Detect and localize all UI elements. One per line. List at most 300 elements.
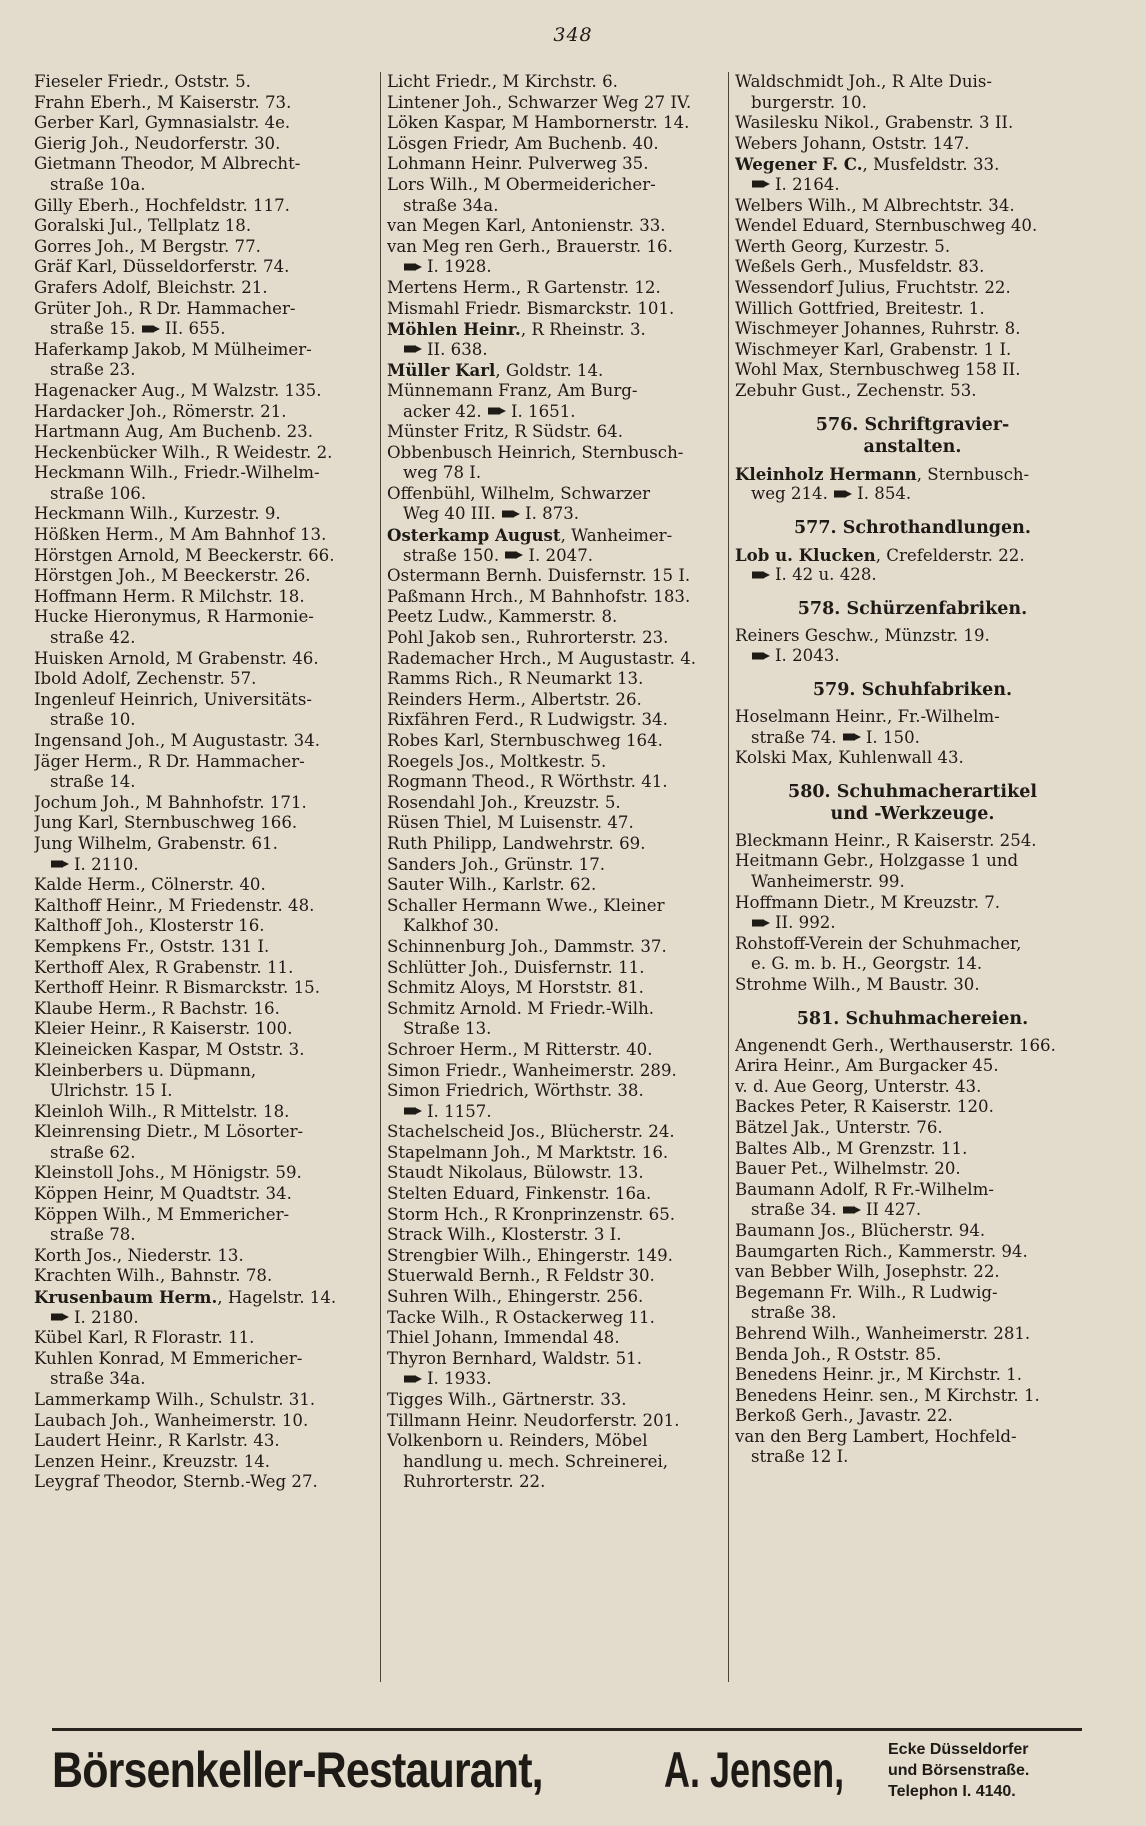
directory-entry: [735, 545, 1090, 586]
entry-line: Laubach Joh., Wanheimerstr. 10.: [34, 1410, 309, 1430]
directory-entry: [34, 731, 376, 752]
entry-continuation-line: I. 2164.: [735, 175, 1090, 196]
directory-entry: [34, 752, 376, 793]
heading-line: 581. Schuhmachereien.: [796, 1008, 1029, 1029]
entry-line: Lenzen Heinr., Kreuzstr. 14.: [34, 1451, 271, 1471]
directory-entry: [34, 1349, 376, 1390]
directory-entry: [735, 1262, 1090, 1283]
directory-entry: [735, 934, 1090, 975]
directory-entry: [34, 1019, 376, 1040]
entry-line: Webers Johann, Oststr. 147.: [735, 133, 970, 153]
entry-line: Köppen Heinr, M Quadtstr. 34.: [34, 1184, 292, 1204]
directory-entry: [387, 1411, 731, 1432]
directory-entry: [34, 1266, 376, 1287]
directory-entry: [735, 154, 1090, 195]
directory-entry: [735, 1180, 1090, 1221]
directory-entry: [387, 1184, 731, 1205]
directory-entry: [34, 1328, 376, 1349]
entry-line: Storm Hch., R Kronprinzenstr. 65.: [387, 1204, 676, 1224]
entry-line: Jung Wilhelm, Grabenstr. 61.: [34, 833, 278, 853]
directory-entry: [387, 607, 731, 628]
directory-entry: [34, 1411, 376, 1432]
telephone-icon: [403, 1106, 423, 1116]
advertisement-footer: [52, 1728, 1082, 1811]
entry-line: Münnemann Franz, Am Burg-: [387, 380, 638, 400]
entry-continuation-line: I. 2043.: [735, 646, 1090, 667]
directory-entry: [34, 1246, 376, 1267]
directory-entry: [387, 1061, 731, 1082]
directory-entry: [387, 793, 731, 814]
directory-entry: [735, 1139, 1090, 1160]
entry-line: Heckenbücker Wilh., R Weidestr. 2.: [34, 442, 333, 462]
entry-line: Kolski Max, Kuhlenwall 43.: [735, 748, 964, 768]
bold-name: Kleinholz Hermann: [735, 463, 917, 484]
directory-entry: [387, 216, 731, 237]
entry-continuation-line: e. G. m. b. H., Georgstr. 14.: [751, 954, 983, 974]
section-heading: [735, 781, 1090, 825]
entry-line: Gerber Karl, Gymnasialstr. 4e.: [34, 113, 291, 133]
entry-line: van Megen Karl, Antonienstr. 33.: [387, 216, 666, 236]
directory-entry: [387, 93, 731, 114]
entry-line: Kalthoff Heinr., M Friedenstr. 48.: [34, 895, 315, 915]
entry-line: Klaube Herm., R Bachstr. 16.: [34, 998, 280, 1018]
entry-continuation-line: Wanheimerstr. 99.: [751, 872, 905, 892]
entry-line: Stuerwald Bernh., R Feldstr 30.: [387, 1266, 655, 1286]
entry-continuation-line: I. 1933.: [387, 1369, 731, 1390]
directory-entry: [735, 1036, 1090, 1057]
directory-entry: [735, 1056, 1090, 1077]
directory-entry: [34, 896, 376, 917]
directory-entry: [34, 463, 376, 504]
directory-entry: [34, 999, 376, 1020]
telephone-icon: [751, 570, 771, 580]
directory-entry: [735, 893, 1090, 934]
directory-entry: [387, 525, 731, 566]
entry-line: Hoffmann Herm. R Milchstr. 18.: [34, 586, 305, 606]
directory-entry: [387, 1081, 731, 1122]
bold-name: Müller Karl: [387, 360, 496, 381]
entry-line: Benedens Heinr. jr., M Kirchstr. 1.: [735, 1365, 1023, 1385]
directory-entry: [387, 1390, 731, 1411]
directory-entry: [387, 72, 731, 93]
entry-line: Bätzel Jak., Unterstr. 76.: [735, 1117, 943, 1137]
section-heading: [735, 517, 1090, 539]
directory-entry: [387, 1122, 731, 1143]
entry-continuation-line: straße 62.: [50, 1142, 136, 1162]
entry-line: Kleineicken Kaspar, M Oststr. 3.: [34, 1039, 305, 1059]
directory-entry: [34, 381, 376, 402]
directory-entry: [34, 1431, 376, 1452]
entry-line: Benedens Heinr. sen., M Kirchstr. 1.: [735, 1385, 1040, 1405]
entry-continuation-line: I. 1157.: [387, 1102, 731, 1123]
entry-line: Kleinberbers u. Düpmann,: [34, 1060, 257, 1080]
directory-entry: [387, 587, 731, 608]
entry-continuation-line: I. 2180.: [34, 1308, 376, 1329]
directory-entry: [735, 134, 1090, 155]
entry-line: Stachelscheid Jos., Blücherstr. 24.: [387, 1122, 675, 1142]
entry-line: Reinders Herm., Albertstr. 26.: [387, 689, 642, 709]
directory-entry: [735, 1365, 1090, 1386]
entry-line: Osterkamp August, Wanheimer-: [387, 525, 673, 546]
entry-line: Volkenborn u. Reinders, Möbel: [387, 1431, 648, 1451]
directory-entry: [735, 360, 1090, 381]
directory-entry: [34, 669, 376, 690]
column-2: [380, 72, 731, 1682]
entry-line: Schaller Hermann Wwe., Kleiner: [387, 895, 665, 915]
heading-line: anstalten.: [863, 436, 962, 457]
entry-line: Löken Kaspar, M Hambornerstr. 14.: [387, 113, 690, 133]
entry-line: Hartmann Aug, Am Buchenb. 23.: [34, 422, 314, 442]
entry-line: Tillmann Heinr. Neudorferstr. 201.: [387, 1410, 680, 1430]
directory-entry: [34, 402, 376, 423]
entry-line: Hößken Herm., M Am Bahnhof 13.: [34, 525, 327, 545]
directory-entry: [735, 1097, 1090, 1118]
directory-entry: [387, 690, 731, 711]
entry-line: Weßels Gerh., Musfeldstr. 83.: [735, 257, 985, 277]
entry-line: Hörstgen Arnold, M Beeckerstr. 66.: [34, 545, 335, 565]
directory-entry: [387, 154, 731, 175]
entry-line: Kleinrensing Dietr., M Lösorter-: [34, 1122, 304, 1142]
bold-name: Krusenbaum Herm.: [34, 1287, 218, 1308]
directory-entry: [387, 710, 731, 731]
page-number: 348: [553, 24, 593, 46]
entry-line: Kempkens Fr., Oststr. 131 I.: [34, 936, 270, 956]
directory-entry: [387, 113, 731, 134]
entry-line: Korth Jos., Niederstr. 13.: [34, 1245, 244, 1265]
entry-line: van Meg ren Gerh., Brauerstr. 16.: [387, 236, 673, 256]
directory-entry: [34, 278, 376, 299]
telephone-icon: [141, 324, 161, 334]
entry-line: Lösgen Friedr, Am Buchenb. 40.: [387, 133, 659, 153]
entry-line: Gierig Joh., Neudorferstr. 30.: [34, 133, 281, 153]
entry-continuation-line: Ruhrorterstr. 22.: [403, 1472, 546, 1492]
directory-entry: [34, 93, 376, 114]
telephone-icon: [842, 732, 862, 742]
directory-entry: [387, 484, 731, 525]
entry-line: Gräf Karl, Düsseldorferstr. 74.: [34, 257, 290, 277]
directory-entry: [735, 748, 1090, 769]
entry-line: Strohme Wilh., M Baustr. 30.: [735, 975, 980, 994]
entry-line: Heckmann Wilh., Friedr.-Wilhelm-: [34, 463, 320, 483]
directory-entry: [34, 1472, 376, 1493]
entry-line: Schroer Herm., M Ritterstr. 40.: [387, 1039, 653, 1059]
entry-line: Wegener F. C., Musfeldstr. 33.: [735, 154, 1000, 175]
entry-line: Thiel Johann, Immendal 48.: [387, 1328, 620, 1348]
entry-continuation-line: handlung u. mech. Schreinerei,: [403, 1451, 669, 1471]
entry-line: Offenbühl, Wilhelm, Schwarzer: [387, 483, 651, 503]
entry-line: Mertens Herm., R Gartenstr. 12.: [387, 277, 661, 297]
entry-line: Pohl Jakob sen., Ruhrorterstr. 23.: [387, 628, 669, 648]
entry-line: Tigges Wilh., Gärtnerstr. 33.: [387, 1390, 627, 1409]
entry-line: Suhren Wilh., Ehingerstr. 256.: [387, 1287, 644, 1307]
entry-continuation-line: straße 106.: [50, 483, 147, 503]
telephone-icon: [403, 262, 423, 272]
entry-line: Krachten Wilh., Bahnstr. 78.: [34, 1266, 273, 1286]
entry-line: Wendel Eduard, Sternbuschweg 40.: [735, 216, 1038, 236]
heading-line: 577. Schrothandlungen.: [793, 517, 1031, 538]
directory-entry: [387, 1287, 731, 1308]
directory-entry: [735, 1324, 1090, 1345]
entry-line: Licht Friedr., M Kirchstr. 6.: [387, 72, 618, 91]
entry-line: Angenendt Gerh., Werthauserstr. 166.: [735, 1035, 1056, 1055]
entry-line: Köppen Wilh., M Emmericher-: [34, 1204, 290, 1224]
directory-entry: [34, 422, 376, 443]
entry-line: Baumgarten Rich., Kammerstr. 94.: [735, 1241, 1028, 1261]
entry-line: Ruth Philipp, Landwehrstr. 69.: [387, 833, 646, 853]
entry-line: Rohstoff-Verein der Schuhmacher,: [735, 933, 1022, 953]
directory-entry: [387, 1246, 731, 1267]
directory-entry: [387, 978, 731, 999]
entry-line: Ingenleuf Heinrich, Universitäts-: [34, 689, 312, 709]
directory-entry: [387, 1143, 731, 1164]
entry-line: Baumann Adolf, R Fr.-Wilhelm-: [735, 1179, 994, 1199]
directory-entry: [387, 937, 731, 958]
directory-entry: [34, 257, 376, 278]
directory-entry: [735, 1077, 1090, 1098]
directory-entry: [387, 628, 731, 649]
entry-line: Bleckmann Heinr., R Kaiserstr. 254.: [735, 830, 1037, 850]
telephone-icon: [842, 1205, 862, 1215]
entry-line: Kleinstoll Johs., M Hönigstr. 59.: [34, 1163, 302, 1183]
entry-line: Stelten Eduard, Finkenstr. 16a.: [387, 1184, 652, 1204]
entry-line: Heitmann Gebr., Holzgasse 1 und: [735, 851, 1019, 871]
telephone-icon: [487, 406, 507, 416]
directory-entry: [735, 1386, 1090, 1407]
address-line: Telephon I. 4140.: [888, 1783, 1016, 1800]
entry-line: Waldschmidt Joh., R Alte Duis-: [735, 72, 992, 91]
entry-continuation-line: I. 42 u. 428.: [735, 565, 1090, 586]
entry-line: Tacke Wilh., R Ostackerweg 11.: [387, 1307, 655, 1327]
entry-line: Rogmann Theod., R Wörthstr. 41.: [387, 772, 668, 792]
directory-entry: [387, 566, 731, 587]
entry-line: Hagenacker Aug., M Walzstr. 135.: [34, 380, 322, 400]
entry-line: Rixfähren Ferd., R Ludwigstr. 34.: [387, 710, 668, 730]
directory-entry: [735, 237, 1090, 258]
section-heading: [735, 598, 1090, 620]
telephone-icon: [751, 651, 771, 661]
bold-name: Wegener F. C.: [735, 154, 863, 175]
entry-line: Kleinholz Hermann, Sternbusch-: [735, 463, 1030, 484]
entry-line: Kerthoff Heinr. R Bismarckstr. 15.: [34, 978, 320, 998]
directory-entry: [735, 1221, 1090, 1242]
directory-entry: [34, 690, 376, 731]
directory-entry: [34, 1061, 376, 1102]
telephone-icon: [751, 918, 771, 928]
directory-entry: [34, 299, 376, 340]
directory-entry: [735, 1345, 1090, 1366]
directory-entry: [735, 975, 1090, 996]
restaurant-owner: A. Jensen,: [664, 1742, 845, 1798]
entry-line: Kübel Karl, R Florastr. 11.: [34, 1328, 255, 1348]
directory-entry: [34, 1122, 376, 1163]
directory-entry: [34, 1452, 376, 1473]
entry-continuation-line: straße 34a.: [403, 195, 499, 215]
directory-entry: [387, 422, 731, 443]
directory-entry: [735, 216, 1090, 237]
entry-continuation-line: weg 214. I. 854.: [751, 484, 912, 504]
entry-line: van Bebber Wilh, Josephstr. 22.: [735, 1262, 1000, 1282]
directory-entry: [735, 707, 1090, 748]
directory-entry: [34, 113, 376, 134]
directory-entry: [34, 813, 376, 834]
entry-continuation-line: Kalkhof 30.: [403, 916, 500, 936]
entry-line: Roegels Jos., Moltkestr. 5.: [387, 751, 607, 771]
directory-entry: [34, 1390, 376, 1411]
entry-continuation-line: straße 23.: [50, 360, 136, 380]
entry-continuation-line: straße 15. II. 655.: [50, 319, 226, 339]
directory-entry: [387, 360, 731, 381]
directory-entry: [387, 381, 731, 422]
entry-line: Rüsen Thiel, M Luisenstr. 47.: [387, 813, 634, 833]
entry-continuation-line: straße 150. I. 2047.: [403, 545, 594, 565]
directory-entry: [34, 546, 376, 567]
directory-entry: [387, 896, 731, 937]
entry-line: Frahn Eberh., M Kaiserstr. 73.: [34, 92, 292, 112]
entry-line: Thyron Bernhard, Waldstr. 51.: [387, 1348, 642, 1368]
entry-continuation-line: II. 992.: [735, 913, 1090, 934]
directory-entry: [34, 72, 376, 93]
entry-line: Rademacher Hrch., M Augustastr. 4.: [387, 648, 697, 668]
entry-line: Kleier Heinr., R Kaiserstr. 100.: [34, 1019, 293, 1039]
directory-entry: [34, 875, 376, 896]
entry-continuation-line: straße 74. I. 150.: [751, 727, 920, 747]
entry-line: Stapelmann Joh., M Marktstr. 16.: [387, 1142, 669, 1162]
entry-continuation-line: Weg 40 III. I. 873.: [403, 504, 580, 524]
directory-entry: [387, 813, 731, 834]
directory-entry: [735, 196, 1090, 217]
entry-line: Strengbier Wilh., Ehingerstr. 149.: [387, 1245, 673, 1265]
telephone-icon: [403, 344, 423, 354]
telephone-icon: [403, 1374, 423, 1384]
directory-entry: [387, 855, 731, 876]
heading-line: 578. Schürzenfabriken.: [797, 598, 1028, 619]
entry-line: Hardacker Joh., Römerstr. 21.: [34, 401, 287, 421]
entry-continuation-line: I. 2110.: [34, 855, 376, 876]
entry-line: Behrend Wilh., Wanheimerstr. 281.: [735, 1323, 1031, 1343]
entry-line: Rosendahl Joh., Kreuzstr. 5.: [387, 792, 621, 812]
entry-line: Backes Peter, R Kaiserstr. 120.: [735, 1097, 994, 1117]
directory-entry: [735, 278, 1090, 299]
entry-line: Wessendorf Julius, Fruchtstr. 22.: [735, 277, 1011, 297]
directory-entry: [387, 1225, 731, 1246]
entry-continuation-line: straße 10.: [50, 710, 136, 730]
entry-line: Ibold Adolf, Zechenstr. 57.: [34, 669, 257, 689]
entry-line: Heckmann Wilh., Kurzestr. 9.: [34, 504, 281, 524]
entry-line: Kleinloh Wilh., R Mittelstr. 18.: [34, 1101, 290, 1121]
directory-entry: [735, 340, 1090, 361]
directory-entry: [387, 175, 731, 216]
directory-entry: [735, 319, 1090, 340]
directory-entry: [387, 999, 731, 1040]
entry-line: Lors Wilh., M Obermeidericher-: [387, 174, 656, 194]
directory-entry: [387, 134, 731, 155]
directory-entry: [387, 1431, 731, 1493]
directory-entry: [387, 237, 731, 278]
entry-line: Jochum Joh., M Bahnhofstr. 171.: [34, 792, 307, 812]
entry-line: Laudert Heinr., R Karlstr. 43.: [34, 1431, 280, 1451]
directory-entry: [387, 875, 731, 896]
directory-entry: [387, 772, 731, 793]
entry-line: Möhlen Heinr., R Rheinstr. 3.: [387, 319, 646, 340]
directory-entry: [735, 464, 1090, 505]
directory-entry: [735, 1118, 1090, 1139]
restaurant-name: Börsenkeller-Restaurant,: [52, 1742, 543, 1798]
entry-continuation-line: straße 78.: [50, 1225, 136, 1245]
directory-entry: [387, 1266, 731, 1287]
entry-line: Goralski Jul., Tellplatz 18.: [34, 216, 252, 236]
telephone-icon: [50, 859, 70, 869]
directory-entry: [735, 113, 1090, 134]
entry-line: Zebuhr Gust., Zechenstr. 53.: [735, 380, 977, 400]
entry-line: Paßmann Hrch., M Bahnhofstr. 183.: [387, 586, 691, 606]
entry-line: Robes Karl, Sternbuschweg 164.: [387, 731, 663, 750]
entry-continuation-line: Ulrichstr. 15 I.: [50, 1081, 173, 1101]
directory-entry: [34, 216, 376, 237]
restaurant-address: [888, 1739, 1088, 1802]
directory-entry: [34, 607, 376, 648]
entry-line: Begemann Fr. Wilh., R Ludwig-: [735, 1282, 998, 1302]
entry-line: Wasilesku Nikol., Grabenstr. 3 II.: [735, 113, 1014, 133]
directory-entry: [34, 340, 376, 381]
bold-name: Osterkamp August: [387, 525, 561, 546]
entry-line: Müller Karl, Goldstr. 14.: [387, 360, 604, 381]
entry-line: Werth Georg, Kurzestr. 5.: [735, 236, 951, 256]
directory-entry: [735, 1159, 1090, 1180]
address-line: Ecke Düsseldorfer: [888, 1741, 1029, 1758]
directory-entry: [34, 649, 376, 670]
entry-line: Staudt Nikolaus, Bülowstr. 13.: [387, 1163, 644, 1183]
directory-entry: [387, 649, 731, 670]
directory-entry: [387, 752, 731, 773]
entry-line: Arira Heinr., Am Burgacker 45.: [735, 1056, 999, 1076]
entry-line: Grüter Joh., R Dr. Hammacher-: [34, 298, 296, 318]
directory-entry: [34, 834, 376, 875]
entry-line: Bauer Pet., Wilhelmstr. 20.: [735, 1159, 961, 1179]
directory-entry: [34, 937, 376, 958]
entry-line: Kalde Herm., Cölnerstr. 40.: [34, 875, 266, 895]
directory-entry: [735, 72, 1090, 113]
entry-continuation-line: II. 638.: [387, 340, 731, 361]
entry-line: Lohmann Heinr. Pulverweg 35.: [387, 154, 649, 174]
directory-entry: [735, 1406, 1090, 1427]
directory-entry: [387, 299, 731, 320]
directory-entry: [34, 978, 376, 999]
entry-line: Krusenbaum Herm., Hagelstr. 14.: [34, 1287, 337, 1308]
entry-line: Mismahl Friedr. Bismarckstr. 101.: [387, 298, 675, 318]
entry-continuation-line: Straße 13.: [403, 1019, 492, 1039]
entry-line: Gietmann Theodor, M Albrecht-: [34, 154, 301, 174]
entry-line: Gilly Eberh., Hochfeldstr. 117.: [34, 195, 290, 215]
heading-line: 576. Schriftgravier-: [815, 414, 1010, 435]
entry-line: Wischmeyer Johannes, Ruhrstr. 8.: [735, 319, 1021, 339]
entry-continuation-line: straße 10a.: [50, 174, 146, 194]
entry-line: Simon Friedr., Wanheimerstr. 289.: [387, 1060, 677, 1080]
address-line: und Börsenstraße.: [888, 1762, 1030, 1779]
directory-entry: [735, 1242, 1090, 1263]
entry-line: Sanders Joh., Grünstr. 17.: [387, 854, 606, 874]
directory-entry: [34, 443, 376, 464]
telephone-icon: [751, 179, 771, 189]
directory-entry: [34, 1102, 376, 1123]
directory-entry: [387, 731, 731, 752]
entry-line: Benda Joh., R Oststr. 85.: [735, 1344, 942, 1364]
entry-continuation-line: straße 14.: [50, 772, 136, 792]
column-1: [34, 72, 376, 1682]
directory-entry: [387, 669, 731, 690]
directory-entry: [34, 916, 376, 937]
entry-line: Gorres Joh., M Bergstr. 77.: [34, 236, 261, 256]
directory-entry: [34, 134, 376, 155]
